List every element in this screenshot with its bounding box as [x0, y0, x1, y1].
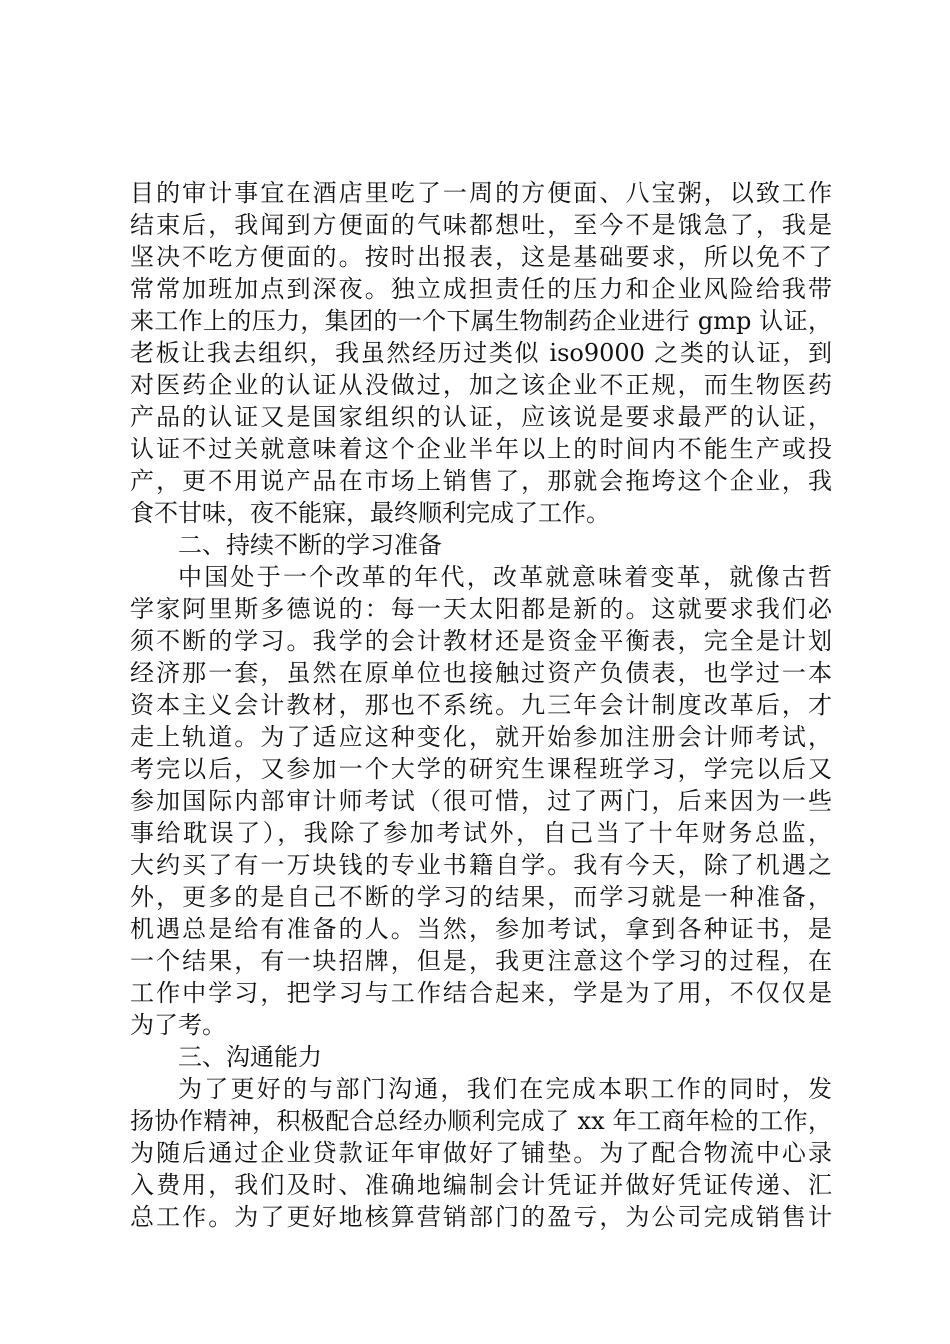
- text-line: 结束后，我闻到方便面的气味都想吐，至今不是饿急了，我是: [130, 211, 832, 239]
- text-line: 对医药企业的认证从没做过，加之该企业不正规，而生物医药: [130, 371, 832, 399]
- text-line: 入费用，我们及时、准确地编制会计凭证并做好凭证传递、汇: [130, 1171, 832, 1199]
- text-line: 工作中学习，把学习与工作结合起来，学是为了用，不仅仅是: [130, 979, 832, 1007]
- text-line: 总工作。为了更好地核算营销部门的盈亏，为公司完成销售计: [130, 1203, 832, 1231]
- text-line: 产，更不用说产品在市场上销售了，那就会拖垮这个企业，我: [130, 467, 832, 495]
- body-text: [130, 177, 832, 1233]
- section-heading: 三、沟通能力: [178, 1043, 322, 1071]
- text-line: 为了考。: [130, 1011, 226, 1039]
- text-line: 坚决不吃方便面的。按时出报表，这是基础要求，所以免不了: [130, 243, 832, 271]
- text-line: 经济那一套，虽然在原单位也接触过资产负债表，也学过一本: [130, 659, 832, 687]
- text-line: 为了更好的与部门沟通，我们在完成本职工作的同时，发: [178, 1075, 832, 1103]
- text-line: 机遇总是给有准备的人。当然，参加考试，拿到各种证书，是: [130, 915, 832, 943]
- text-line: 认证不过关就意味着这个企业半年以上的时间内不能生产或投: [130, 435, 832, 463]
- text-line: 外，更多的是自己不断的学习的结果，而学习就是一种准备，: [130, 883, 832, 911]
- text-line: 产品的认证又是国家组织的认证，应该说是要求最严的认证，: [130, 403, 832, 431]
- text-line: 走上轨道。为了适应这种变化，就开始参加注册会计师考试，: [130, 723, 832, 751]
- text-line: 资本主义会计教材，那也不系统。九三年会计制度改革后，才: [130, 691, 832, 719]
- text-line: 食不甘味，夜不能寐，最终顺利完成了工作。: [130, 499, 610, 527]
- text-line: 来工作上的压力，集团的一个下属生物制药企业进行 gmp 认证，: [130, 307, 832, 335]
- text-line: 学家阿里斯多德说的：每一天太阳都是新的。这就要求我们必: [130, 595, 832, 623]
- text-line: 参加国际内部审计师考试（很可惜，过了两门，后来因为一些: [130, 787, 832, 815]
- text-line: 考完以后，又参加一个大学的研究生课程班学习，学完以后又: [130, 755, 832, 783]
- text-line: 须不断的学习。我学的会计教材还是资金平衡表，完全是计划: [130, 627, 832, 655]
- text-line: 中国处于一个改革的年代，改革就意味着变革，就像古哲: [178, 563, 832, 591]
- text-line: 事给耽误了），我除了参加考试外，自己当了十年财务总监，: [130, 819, 832, 847]
- text-line: 大约买了有一万块钱的专业书籍自学。我有今天，除了机遇之: [130, 851, 832, 879]
- text-line: 扬协作精神，积极配合总经办顺利完成了 xx 年工商年检的工作，: [130, 1107, 832, 1135]
- text-line: 目的审计事宜在酒店里吃了一周的方便面、八宝粥，以致工作: [130, 179, 832, 207]
- text-line: 为随后通过企业贷款证年审做好了铺垫。为了配合物流中心录: [130, 1139, 832, 1167]
- section-heading: 二、持续不断的学习准备: [178, 531, 442, 559]
- text-line: 一个结果，有一块招牌，但是，我更注意这个学习的过程，在: [130, 947, 832, 975]
- text-line: 常常加班加点到深夜。独立成担责任的压力和企业风险给我带: [130, 275, 832, 303]
- text-line: 老板让我去组织，我虽然经历过类似 iso9000 之类的认证，到: [130, 339, 832, 367]
